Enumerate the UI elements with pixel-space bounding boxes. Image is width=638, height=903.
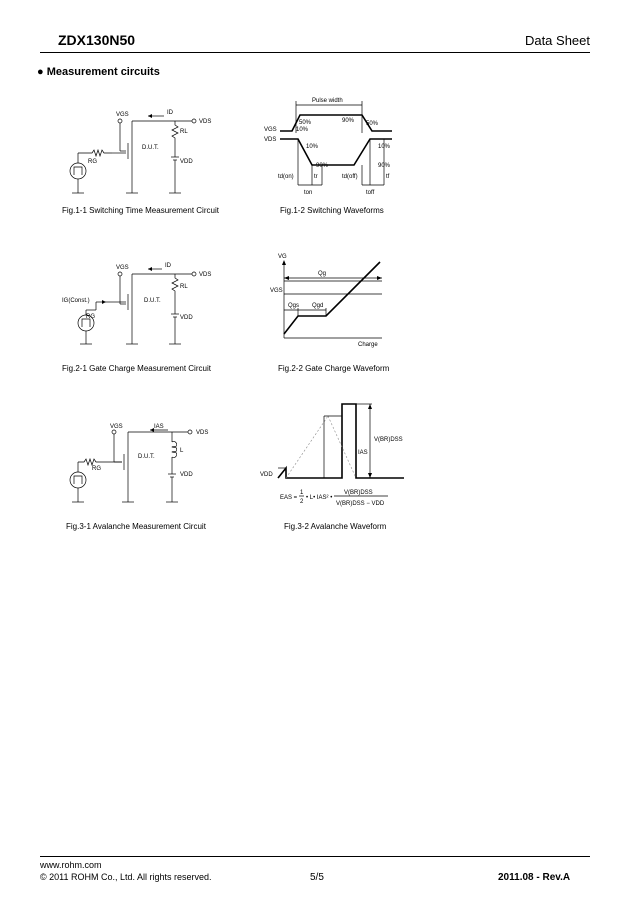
page-number: 5/5 (310, 872, 324, 883)
label-vgs: VGS (116, 112, 129, 118)
header-rule (40, 52, 590, 53)
label-vgs-3: VGS (110, 424, 123, 430)
label-id-2: ID (165, 263, 171, 269)
caption-fig3-2: Fig.3-2 Avalanche Waveform (284, 522, 387, 531)
label-ias: IAS (154, 424, 164, 430)
gc-qgs: Qgs (288, 303, 300, 309)
wf-tf: tf (386, 174, 390, 180)
label-rl-2: RL (180, 284, 188, 290)
caption-fig1-2: Fig.1-2 Switching Waveforms (280, 206, 384, 215)
wf-90a: 90% (342, 118, 355, 124)
label-dut-2: D.U.T. (144, 298, 161, 304)
label-rl: RL (180, 129, 188, 135)
label-rg-2: RG (86, 314, 95, 320)
label-vds-2: VDS (199, 272, 212, 278)
label-l: L (180, 448, 184, 454)
revision: 2011.08 - Rev.A (498, 872, 571, 883)
av-mid: • L• IAS² • (306, 495, 333, 501)
av-den: V(BR)DSS − VDD (336, 501, 385, 507)
label-vdd: VDD (180, 159, 193, 165)
wf-10b: 10% (306, 144, 319, 150)
switching-waveforms (262, 93, 402, 203)
label-vdd-2: VDD (180, 315, 193, 321)
label-ig-const: IG(Const.) (62, 298, 90, 304)
footer-copyright: © 2011 ROHM Co., Ltd. All rights reserved. (40, 872, 212, 882)
av-num: V(BR)DSS (344, 490, 373, 496)
wf-50b: 50% (366, 121, 379, 127)
wf-toff: toff (366, 190, 375, 196)
wf-vds: VDS (264, 137, 277, 143)
footer-rule (40, 856, 590, 857)
wf-50a: 50% (299, 120, 312, 126)
av-one: 1 (300, 490, 304, 496)
caption-fig3-1: Fig.3-1 Avalanche Measurement Circuit (66, 522, 206, 531)
wf-90b: 90% (316, 163, 329, 169)
gate-charge-circuit (60, 258, 240, 358)
wf-tr: tr (314, 174, 318, 180)
caption-fig2-1: Fig.2-1 Gate Charge Measurement Circuit (62, 364, 211, 373)
label-vds: VDS (199, 119, 212, 125)
wf-90c: 90% (378, 163, 391, 169)
label-id: ID (167, 110, 173, 116)
avalanche-waveform (258, 398, 408, 518)
gc-vgs: VGS (270, 288, 283, 294)
label-dut: D.U.T. (142, 145, 159, 151)
wf-td-off: td(off) (342, 174, 358, 180)
label-vgs-2: VGS (116, 265, 129, 271)
label-vdd-3: VDD (180, 472, 193, 478)
caption-fig2-2: Fig.2-2 Gate Charge Waveform (278, 364, 390, 373)
section-heading (37, 66, 160, 78)
wf-10c: 10% (378, 144, 391, 150)
wf-10a: 10% (296, 127, 309, 133)
gc-charge: Charge (358, 342, 378, 348)
part-number: ZDX130N50 (58, 32, 136, 48)
gc-qg: Qg (318, 271, 327, 277)
gc-vg: VG (278, 254, 287, 260)
wf-vgs: VGS (264, 127, 277, 133)
section-title: Measurement circuits (46, 66, 160, 78)
wf-ton: ton (304, 190, 313, 196)
wf-td-on: td(on) (278, 174, 294, 180)
av-two: 2 (300, 499, 304, 505)
avalanche-circuit (60, 418, 240, 518)
switching-time-circuit (60, 105, 240, 205)
av-vdd: VDD (260, 472, 273, 478)
bullet-icon: ● (37, 66, 44, 78)
label-rg: RG (88, 159, 97, 165)
label-vds-3: VDS (196, 430, 209, 436)
av-vbr: V(BR)DSS (374, 437, 403, 443)
caption-fig1-1: Fig.1-1 Switching Time Measurement Circuit (62, 206, 219, 215)
label-rg-3: RG (92, 466, 101, 472)
gc-qgd: Qgd (312, 303, 324, 309)
label-dut-3: D.U.T. (138, 454, 155, 460)
wf-pulse-width: Pulse width (312, 98, 343, 104)
av-eas: EAS = (280, 495, 298, 501)
footer-url[interactable]: www.rohm.com (40, 860, 102, 870)
doc-type: Data Sheet (524, 33, 590, 48)
gate-charge-waveform (268, 250, 388, 350)
av-ias: IAS (358, 450, 368, 456)
